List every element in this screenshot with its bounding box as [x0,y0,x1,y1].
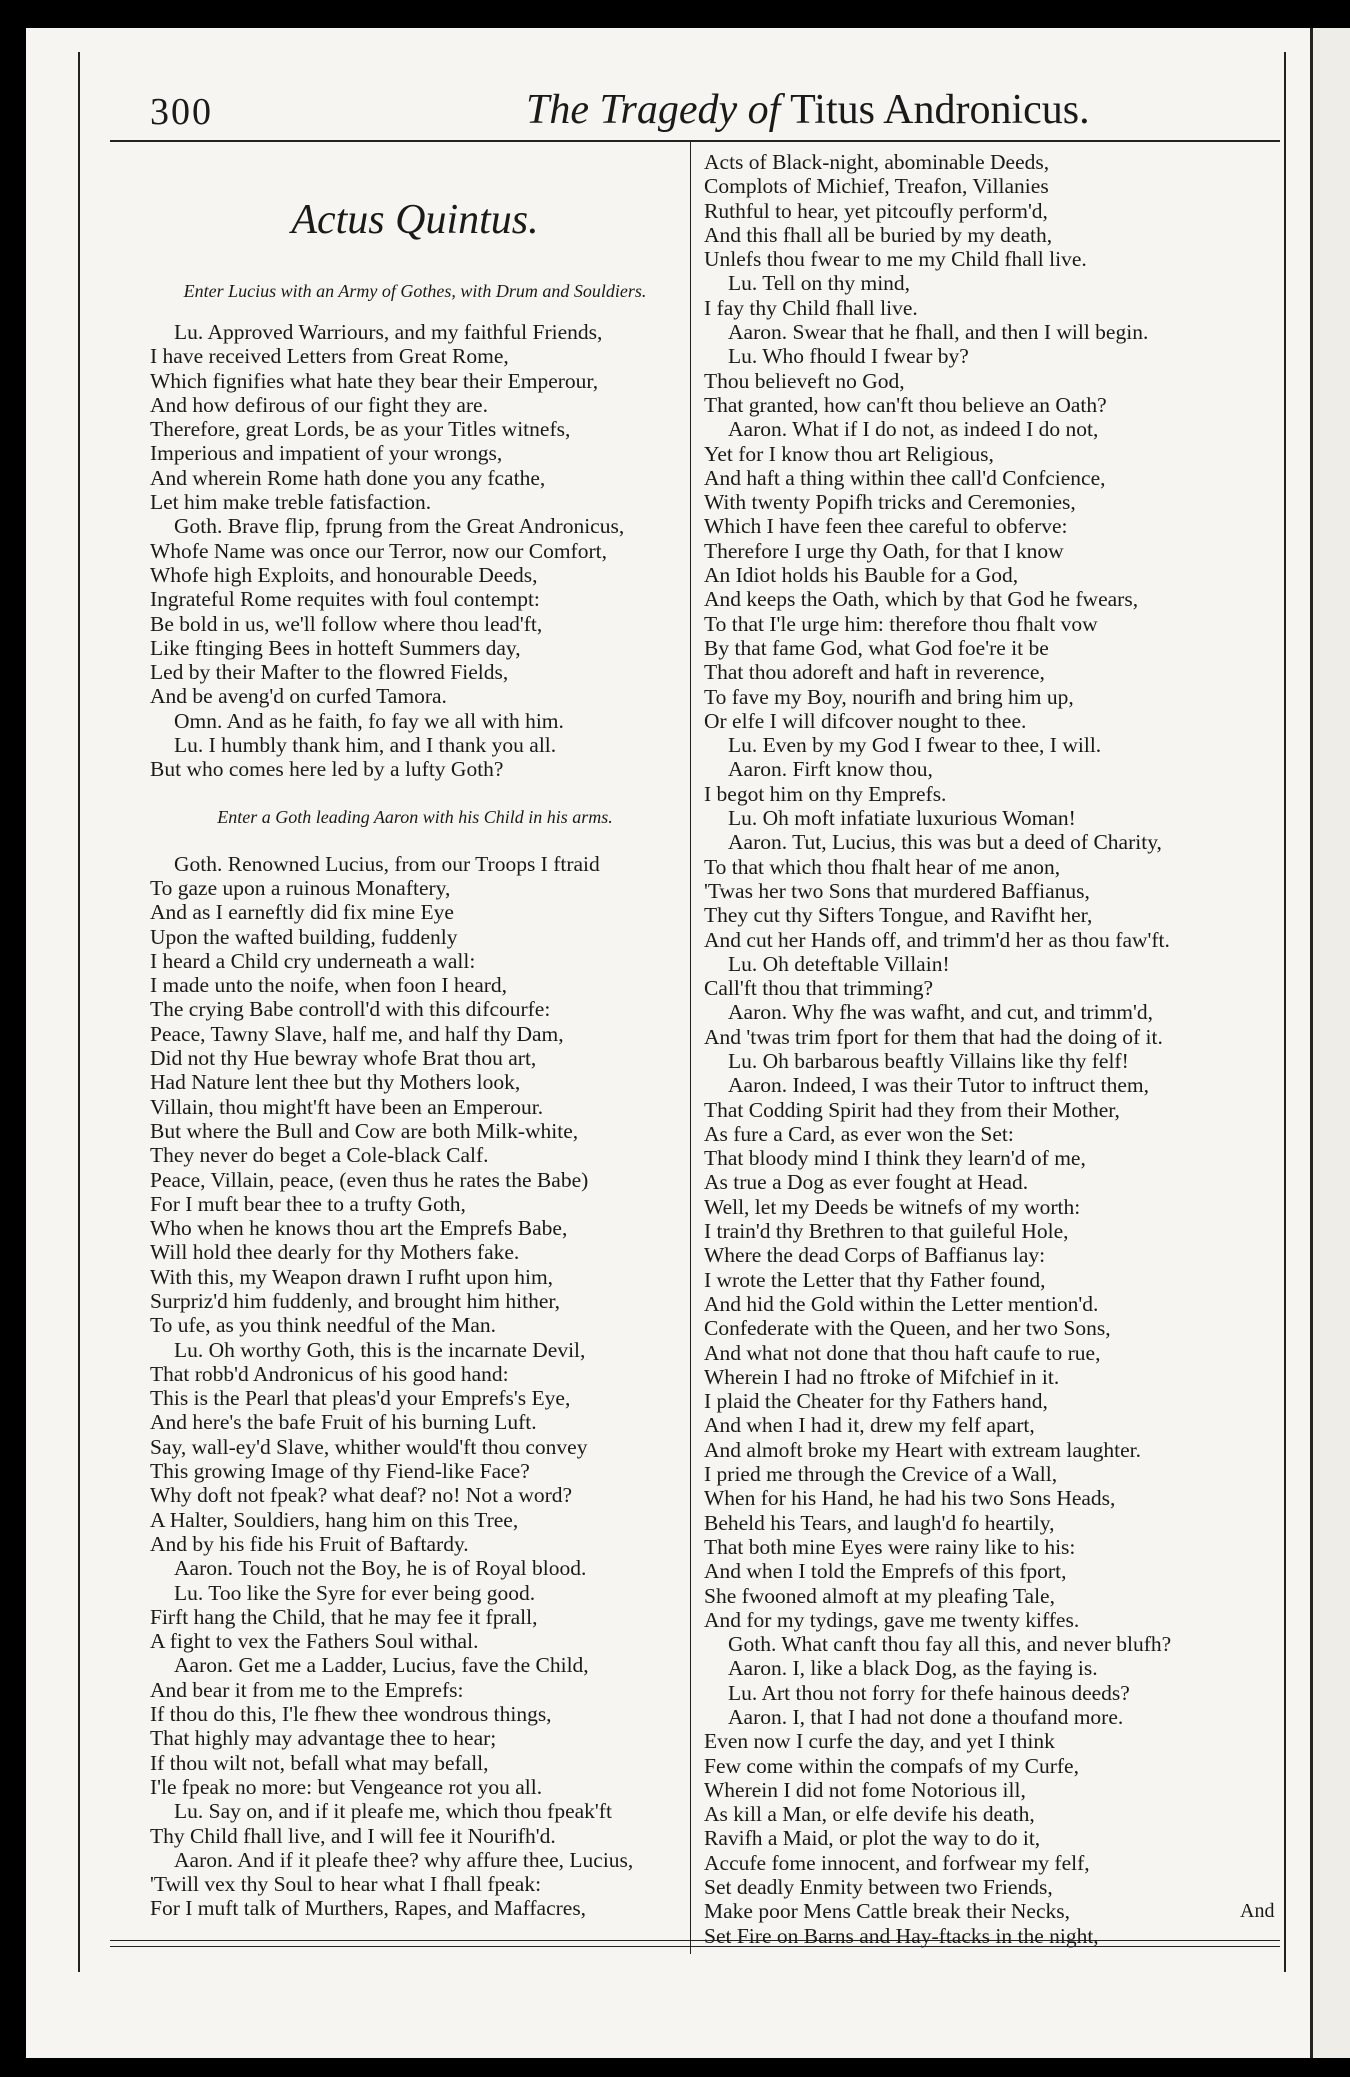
verse-line: Aaron. What if I do not, as indeed I do not, [728,417,1099,442]
verse-line: Whofe Name was once our Terror, now our Comfort, [150,538,607,563]
verse-line: Lu. Even by my God I fwear to thee, I will. [728,733,1102,758]
running-header [110,80,1280,140]
verse-line: Lu. Who fhould I fwear by? [728,344,969,369]
right-column [704,150,1274,1948]
verse-line: And this fhall all be buried by my death, [704,222,1053,247]
verse-line: With this, my Weapon drawn I rufht upon him, [150,1264,554,1289]
verse-line: Who when he knows thou art the Emprefs Babe, [150,1216,568,1241]
verse-line: Aaron. Touch not the Boy, he is of Royal blood. [174,1556,587,1581]
verse-line: To that which thou fhalt hear of me anon, [704,854,1061,879]
footer-rule [110,1940,1280,1941]
verse-line: The crying Babe controll'd with this difcourfe: [150,997,551,1022]
verse-line: Lu. I humbly thank him, and I thank you all. [174,733,557,758]
stage-direction: Enter Lucius with an Army of Gothes, with Drum and Souldiers. [183,281,647,301]
verse-line: Even now I curfe the day, and yet I think [704,1729,1055,1754]
verse-line: That robb'd Andronicus of his good hand: [150,1361,509,1386]
verse-line: Wherein I had no ftroke of Mifchief in it. [704,1364,1060,1389]
left-column [150,150,680,1921]
verse-line: I fay thy Child fhall live. [704,295,918,320]
verse-line: I heard a Child cry underneath a wall: [150,948,476,973]
verse-line: This is the Pearl that pleas'd your Emprefs's Eye, [150,1386,571,1411]
verse-line: I pried me through the Crevice of a Wall, [704,1462,1058,1487]
verse-line: Well, let my Deeds be witnefs of my worth: [704,1194,1081,1219]
verse-line: And hid the Gold within the Letter mention'd. [704,1291,1099,1316]
verse-line: Accufe fome innocent, and forfwear my felf, [704,1850,1090,1875]
verse-line: That highly may advantage thee to hear; [150,1726,497,1751]
verse-line: They cut thy Sifters Tongue, and Ravifht her, [704,903,1093,928]
verse-line: And when I had it, drew my felf apart, [704,1413,1035,1438]
verse-line: And wherein Rome hath done you any fcathe, [150,465,546,490]
verse-line: Did not thy Hue bewray whofe Brat thou art, [150,1046,537,1071]
verse-line: And be aveng'd on curfed Tamora. [150,684,447,709]
verse-line: Aaron. I, that I had not done a thoufand more. [728,1705,1124,1729]
verse-line: Aaron. I, like a black Dog, as the faying is. [728,1656,1098,1681]
verse-line: Or elfe I will difcover nought to thee. [704,708,1027,733]
verse-line: Thy Child fhall live, and I will fee it Nourifh'd. [150,1823,556,1848]
verse-line: And haft a thing within thee call'd Confcience, [704,465,1106,490]
verse-line: Ravifh a Maid, or plot the way to do it, [704,1826,1041,1851]
verse-line: Yet for I know thou art Religious, [704,441,994,466]
verse-line: With twenty Popifh tricks and Ceremonies, [704,490,1076,515]
verse-line: And how defirous of our fight they are. [150,392,488,417]
verse-line: For I muft talk of Murthers, Rapes, and Maffacres, [150,1896,587,1921]
verse-line: Lu. Oh barbarous beaftly Villains like thy felf! [728,1048,1129,1073]
verse-line: Lu. Too like the Syre for ever being good. [174,1580,536,1605]
verse-line: Set deadly Enmity between two Friends, [704,1875,1053,1900]
verse-line: Ruthful to hear, yet pitcoufly perform'd, [704,198,1048,223]
verse-line: That Codding Spirit had they from their Mother, [704,1097,1120,1122]
verse-line: As kill a Man, or elfe devife his death, [704,1802,1035,1827]
verse-line: And for my tydings, gave me twenty kiffes. [704,1607,1080,1632]
verse-line: And when I told the Emprefs of this fport, [704,1559,1067,1584]
verse-line: To that I'le urge him: therefore thou fhalt vow [704,611,1098,636]
verse-line: Upon the wafted building, fuddenly [150,924,458,949]
verse-line: Complots of Michief, Treafon, Villanies [704,174,1049,199]
verse-line: I have received Letters from Great Rome, [150,344,509,369]
verse-line: Aaron. Tut, Lucius, this was but a deed of Charity, [728,830,1162,855]
verse-line: And almoft broke my Heart with extream laughter. [704,1437,1142,1462]
verse-line: They never do beget a Cole-black Calf. [150,1143,489,1168]
verse-line: If thou wilt not, befall what may befall, [150,1750,489,1775]
verse-line: A Halter, Souldiers, hang him on this Tree, [150,1507,519,1532]
verse-line: Few come within the compafs of my Curfe, [704,1753,1079,1778]
verse-line: But who comes here led by a lufty Goth? [150,757,504,782]
verse-line: Goth. Renowned Lucius, from our Troops I ftraid [174,851,600,876]
footer-rule [110,1946,1280,1947]
verse-line: Let him make treble fatisfaction. [150,490,432,515]
verse-line: And as I earneftly did fix mine Eye [150,900,454,925]
verse-line: I begot him on thy Emprefs. [704,781,947,806]
verse-line: Had Nature lent thee but thy Mothers look, [150,1070,521,1095]
verse-line: Led by their Mafter to the flowred Fields, [150,660,509,685]
verse-line: Aaron. Indeed, I was their Tutor to inftruct them, [728,1073,1149,1098]
verse-line: That both mine Eyes were rainy like to his: [704,1534,1076,1559]
verse-line: And keeps the Oath, which by that God he fwears, [704,587,1139,612]
verse-line: Peace, Villain, peace, (even thus he rates the Babe) [150,1167,589,1192]
running-title-italic: The Tragedy of [526,87,781,133]
verse-line: As fure a Card, as ever won the Set: [704,1121,1014,1146]
verse-line: If thou do this, I'le fhew thee wondrous things, [150,1702,552,1727]
verse-line: This growing Image of thy Fiend-like Face? [150,1459,530,1484]
verse-line: Aaron. Get me a Ladder, Lucius, fave the Child, [174,1653,589,1678]
verse-line: Lu. Say on, and if it pleafe me, which thou fpeak'ft [174,1799,612,1824]
verse-line: Set Fire on Barns and Hay-ftacks in the night, [704,1923,1099,1948]
running-title-roman: Titus Andronicus. [790,87,1090,133]
verse-line: Where the dead Corps of Baffianus lay: [704,1243,1046,1268]
verse-line: Ingrateful Rome requites with foul contempt: [150,587,540,612]
verse-line: Will hold thee dearly for thy Mothers fake. [150,1240,520,1265]
verse-line: Lu. Oh worthy Goth, this is the incarnate Devil, [174,1337,586,1362]
page-number: 300 [150,91,213,133]
verse-line: And bear it from me to the Emprefs: [150,1677,464,1702]
verse-line: Lu. Oh moft infatiate luxurious Woman! [728,806,1076,831]
column-divider [690,142,691,1954]
verse-line: And here's the bafe Fruit of his burning Luft. [150,1410,537,1435]
act-heading: Actus Quintus. [291,197,539,243]
verse-line: Make poor Mens Cattle break their Necks, [704,1899,1070,1924]
stage-direction: Enter a Goth leading Aaron with his Child in his arms. [217,806,613,827]
catchword: And [1240,1900,1275,1922]
verse-line: Thou believeft no God, [704,368,905,393]
verse-line: Lu. Tell on thy mind, [728,271,911,296]
verse-line: Wherein I did not fome Notorious ill, [704,1777,1026,1802]
verse-line: By that fame God, what God foe're it be [704,635,1049,660]
verse-line: Like ftinging Bees in hotteft Summers day, [150,635,521,660]
verse-line: Whofe high Exploits, and honourable Deeds, [150,562,538,587]
verse-line: Confederate with the Queen, and her two Sons, [704,1316,1111,1341]
verse-line: Aaron. Swear that he fhall, and then I will begin. [728,320,1149,345]
verse-line: Aaron. And if it pleafe thee? why affure thee, Lucius, [174,1847,634,1872]
verse-line: Unlefs thou fwear to me my Child fhall live. [704,247,1087,272]
verse-line: Be bold in us, we'll follow where thou lead'ft, [150,611,543,636]
verse-line: Acts of Black-night, abominable Deeds, [704,150,1050,174]
verse-line: But where the Bull and Cow are both Milk-white, [150,1118,579,1143]
verse-block [150,852,680,1921]
verse-line: For I muft bear thee to a trufty Goth, [150,1191,466,1216]
verse-line: Lu. Oh deteftable Villain! [728,951,950,976]
verse-line: Call'ft thou that trimming? [704,976,933,1001]
verse-line: Goth. What canft thou fay all this, and never blufh? [728,1632,1172,1657]
verse-line: And cut her Hands off, and trimm'd her as thou faw'ft. [704,927,1170,952]
verse-line: An Idiot holds his Bauble for a God, [704,563,1019,588]
verse-line: Imperious and impatient of your wrongs, [150,441,503,466]
verse-line: Therefore I urge thy Oath, for that I know [704,538,1064,563]
verse-line: Firft hang the Child, that he may fee it fprall, [150,1604,538,1629]
running-title [526,86,1090,134]
verse-line: I wrote the Letter that thy Father found, [704,1267,1046,1292]
verse-line: To fave my Boy, nourifh and bring him up, [704,684,1074,709]
verse-line: Aaron. Firft know thou, [728,757,933,782]
verse-line: To gaze upon a ruinous Monaftery, [150,875,451,900]
verse-line: Say, wall-ey'd Slave, whither would'ft thou convey [150,1434,588,1459]
verse-line: Lu. Art thou not forry for thefe hainous deeds? [728,1680,1130,1705]
verse-line: Peace, Tawny Slave, half me, and half thy Dam, [150,1021,564,1046]
verse-line: She fwooned almoft at my pleafing Tale, [704,1583,1055,1608]
verse-line: As true a Dog as ever fought at Head. [704,1170,1029,1195]
verse-block [704,150,1274,1948]
verse-line: That thou adoreft and haft in reverence, [704,660,1045,685]
verse-line: Why doft not fpeak? what deaf? no! Not a word? [150,1483,573,1508]
verse-line: To ufe, as you think needful of the Man. [150,1313,496,1338]
verse-line: 'Twill vex thy Soul to hear what I fhall fpeak: [150,1872,542,1897]
verse-line: Lu. Approved Warriours, and my faithful Friends, [174,320,603,344]
header-rule [110,140,1280,142]
verse-line: Aaron. Why fhe was wafht, and cut, and trimm'd, [728,1000,1154,1025]
verse-line: I train'd thy Brethren to that guileful Hole, [704,1219,1069,1244]
verse-block [150,320,680,782]
adjacent-page-edge [1310,28,1350,2058]
verse-line: And 'twas trim fport for them that had the doing of it. [704,1024,1163,1049]
verse-line: That granted, how can'ft thou believe an Oath? [704,392,1107,417]
verse-line: When for his Hand, he had his two Sons Heads, [704,1486,1116,1511]
verse-line: 'Twas her two Sons that murdered Baffianus, [704,878,1090,903]
verse-line: Which I have feen thee careful to obferve: [704,514,1068,539]
verse-line: And by his fide his Fruit of Baftardy. [150,1531,469,1556]
verse-line: Goth. Brave flip, fprung from the Great Andronicus, [174,514,625,539]
verse-line: I made unto the noife, when foon I heard, [150,973,508,998]
verse-line: Beheld his Tears, and laugh'd fo heartily, [704,1510,1055,1535]
verse-line: Which fignifies what hate they bear their Emperour, [150,368,599,393]
verse-line: Omn. And as he faith, fo fay we all with him. [174,708,564,733]
verse-line: A fight to vex the Fathers Soul withal. [150,1629,479,1654]
verse-line: Therefore, great Lords, be as your Titles witnefs, [150,417,571,442]
verse-line: That bloody mind I think they learn'd of me, [704,1146,1086,1171]
verse-line: Villain, thou might'ft have been an Emperour. [150,1094,544,1119]
verse-line: Surpriz'd him fuddenly, and brought him hither, [150,1288,561,1313]
verse-line: And what not done that thou haft caufe to rue, [704,1340,1101,1365]
verse-line: I plaid the Cheater for thy Fathers hand, [704,1389,1048,1414]
verse-line: I'le fpeak no more: but Vengeance rot you all. [150,1774,543,1799]
